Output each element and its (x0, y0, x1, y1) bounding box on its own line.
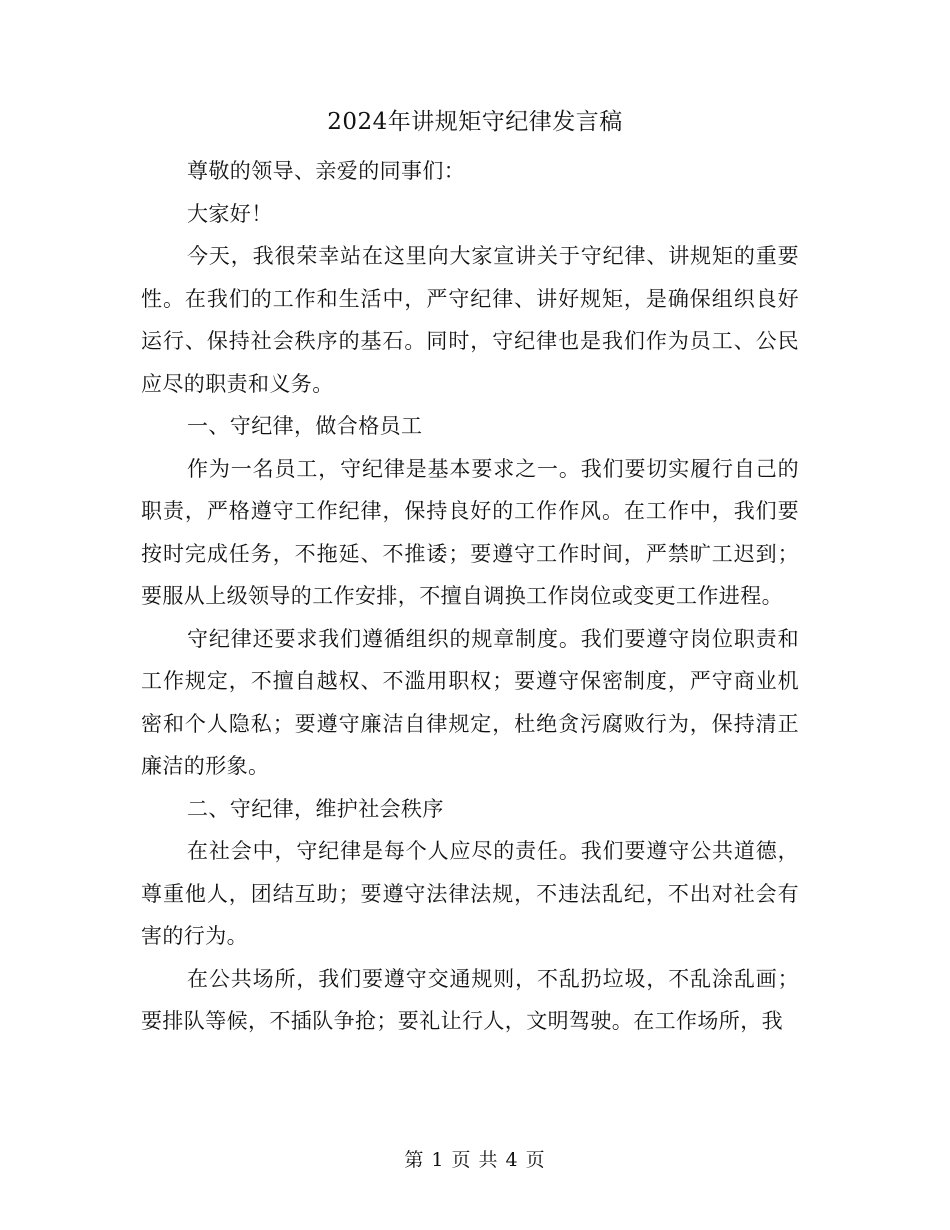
body-paragraph: 在公共场所，我们要遵守交通规则，不乱扔垃圾，不乱涂乱画；要排队等候，不插队争抢；要礼让行人，文明驾驶。在工作场所，我 (141, 966, 799, 1033)
section-heading-2: 二、守纪律，维护社会秩序 (187, 796, 444, 821)
salutation: 尊敬的领导、亲爱的同事们： (187, 159, 466, 183)
document-title: 2024年讲规矩守纪律发言稿 (327, 109, 623, 135)
body-paragraph: 作为一名员工，守纪律是基本要求之一。我们要切实履行自己的职责，严格遵守工作纪律，保持良好的工作作风。在工作中，我们要按时完成任务，不拖延、不推诿；要遵守工作时间，严禁旷工迟到；要服从上级领导的工作安排，不擅自调换工作岗位或变更工作进程。 (141, 456, 799, 608)
body-paragraph: 守纪律还要求我们遵循组织的规章制度。我们要遵守岗位职责和工作规定，不擅自越权、不滥用职权；要遵守保密制度，严守商业机密和个人隐私；要遵守廉洁自律规定，杜绝贪污腐败行为，保持清正廉洁的形象。 (141, 626, 799, 778)
body-paragraph: 在社会中，守纪律是每个人应尽的责任。我们要遵守公共道德，尊重他人，团结互助；要遵守法律法规，不违法乱纪，不出对社会有害的行为。 (141, 839, 799, 948)
greeting: 大家好！ (187, 201, 273, 226)
document-body (141, 150, 799, 1043)
intro-paragraph: 今天，我很荣幸站在这里向大家宣讲关于守纪律、讲规矩的重要性。在我们的工作和生活中，严守纪律、讲好规矩，是确保组织良好运行、保持社会秩序的基石。同时，守纪律也是我们作为员工、公民应尽的职责和义务。 (141, 244, 799, 396)
section-heading-1: 一、守纪律，做合格员工 (187, 414, 423, 438)
page-number: 第 1 页 共 4 页 (404, 1149, 546, 1171)
